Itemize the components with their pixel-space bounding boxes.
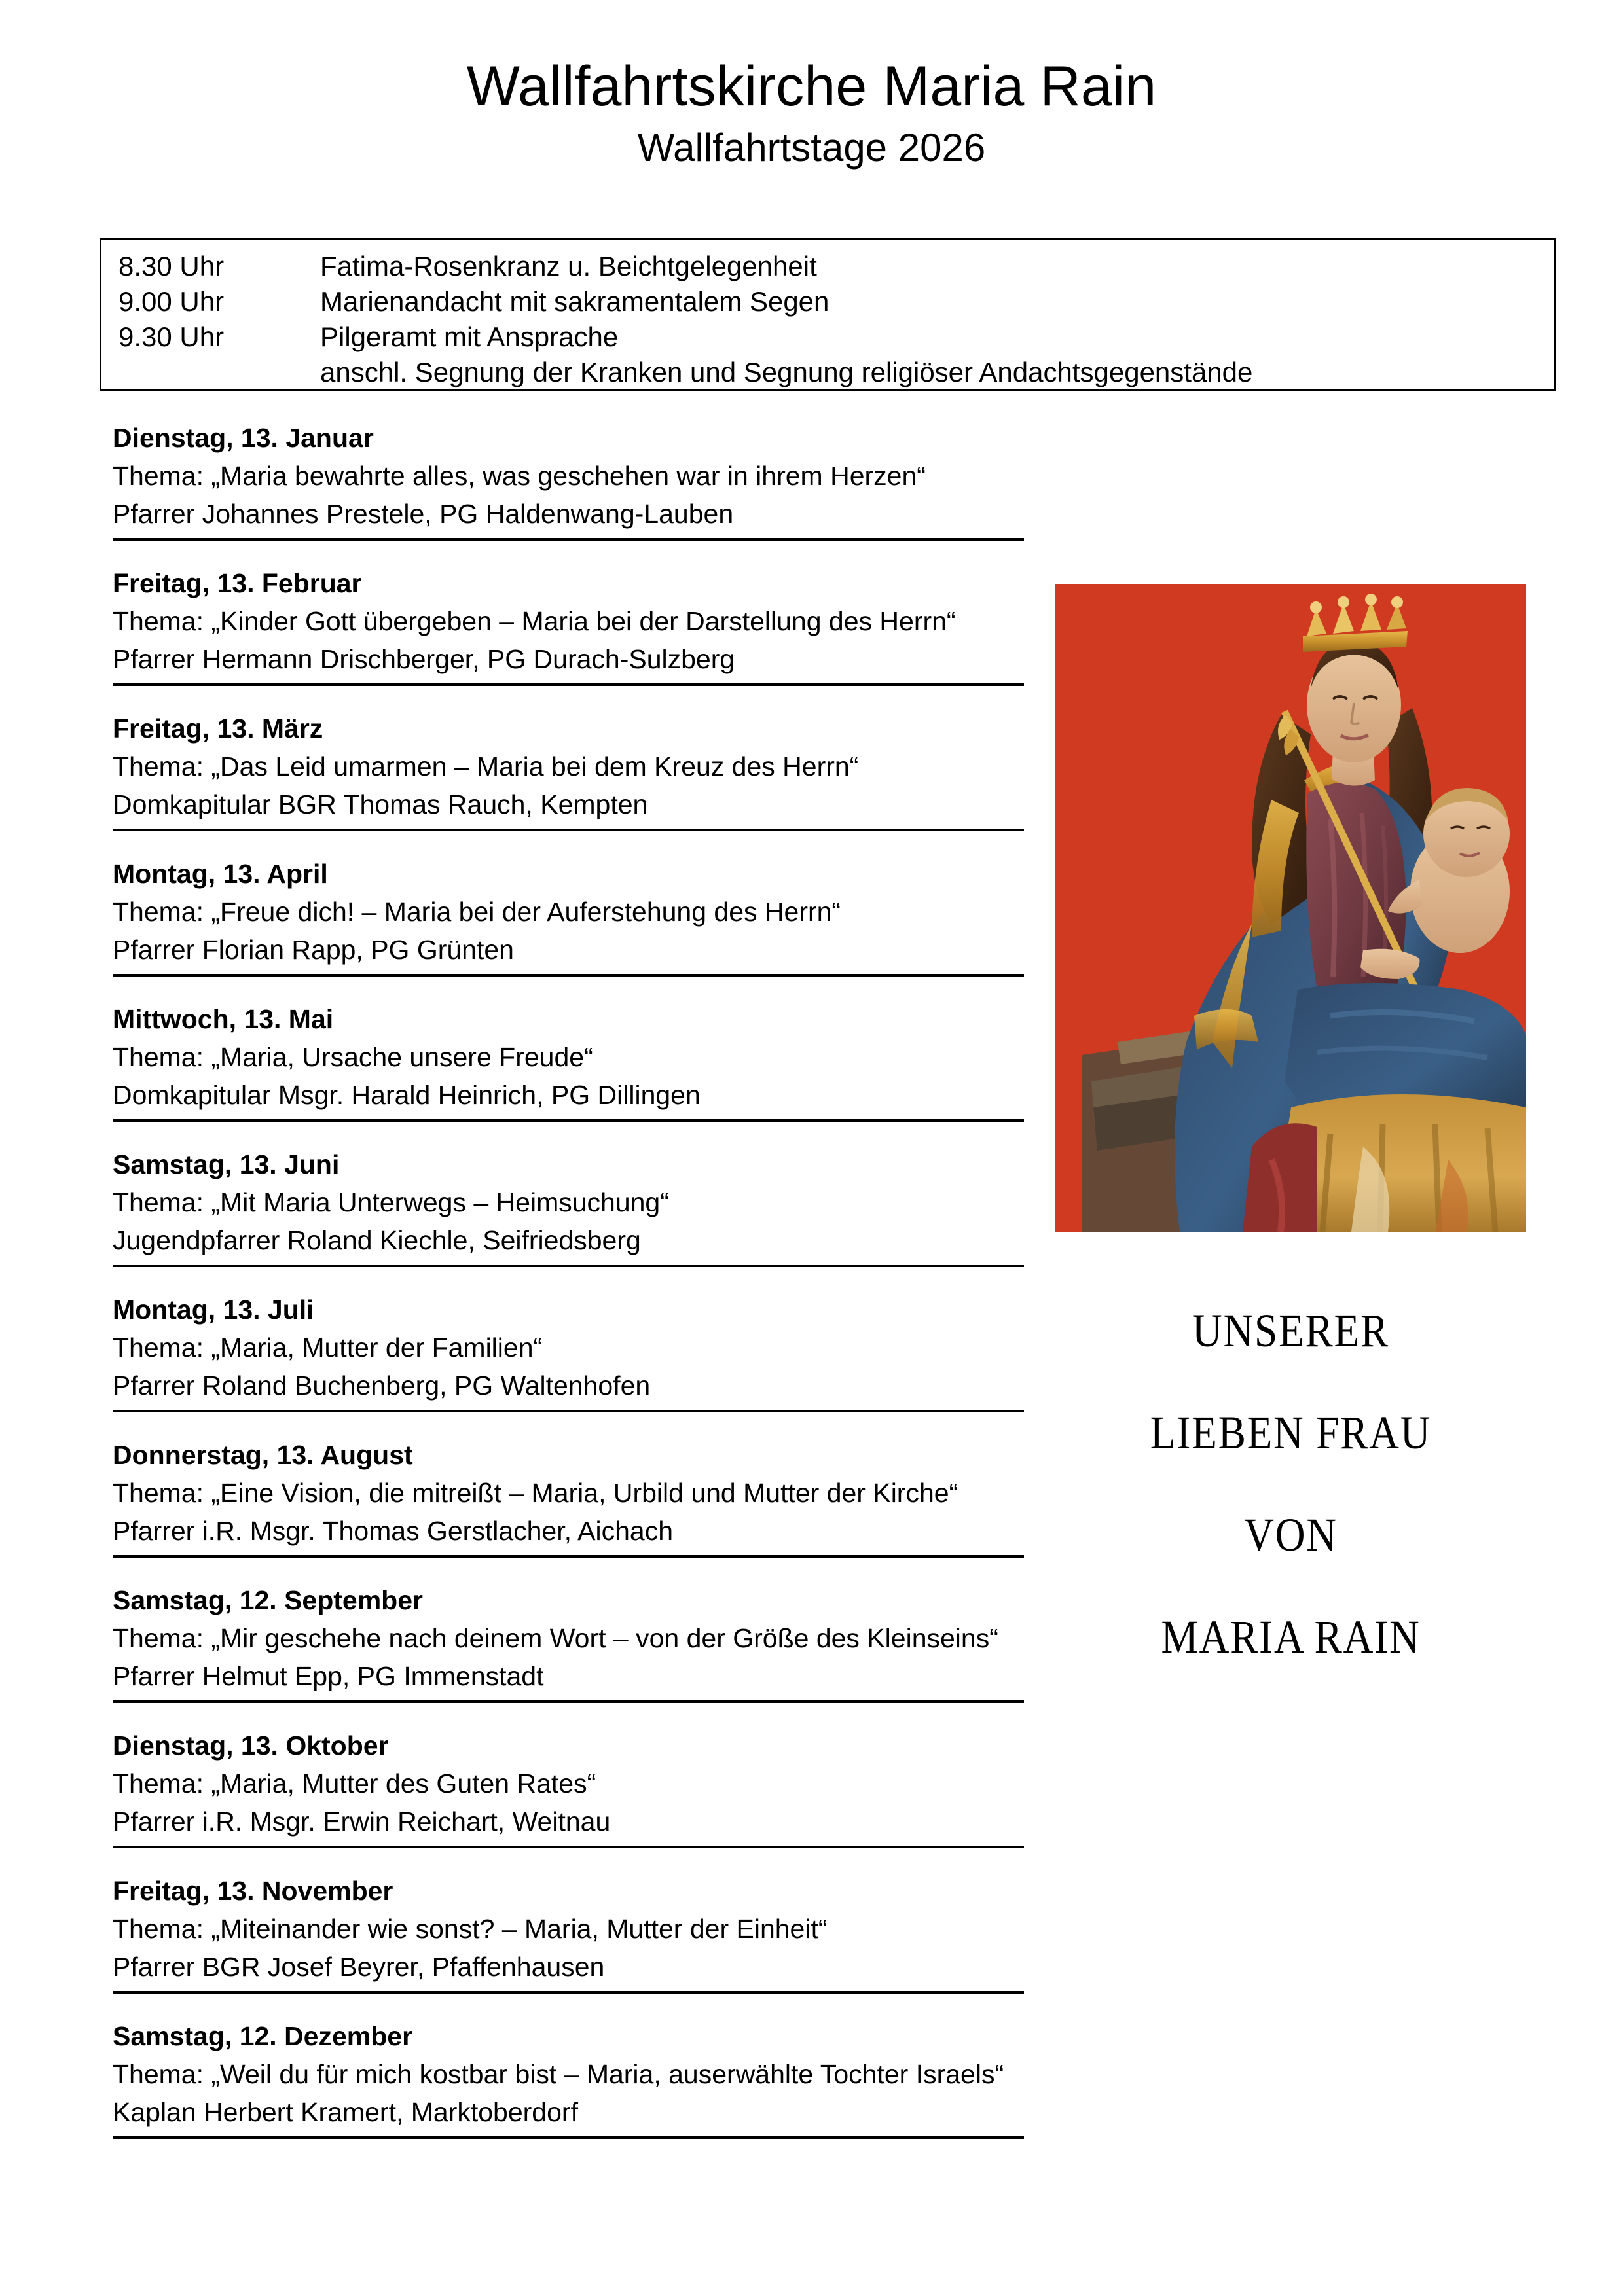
wallfahrtstage-list xyxy=(113,419,1024,2139)
schedule-row xyxy=(119,285,1539,319)
event-speaker: Pfarrer i.R. Msgr. Erwin Reichart, Weitnau xyxy=(113,1806,611,1837)
event-speaker: Kaplan Herbert Kramert, Marktoberdorf xyxy=(113,2097,578,2127)
event-theme: Thema: „Maria, Ursache unsere Freude“ xyxy=(113,1042,593,1072)
event-entry xyxy=(113,1145,1024,1267)
event-date: Montag, 13. Juli xyxy=(113,1295,314,1325)
schedule-description: anschl. Segnung der Kranken und Segnung religiöser Andachtsgegenstände xyxy=(320,357,1253,387)
event-date: Mittwoch, 13. Mai xyxy=(113,1004,334,1034)
event-date: Donnerstag, 13. August xyxy=(113,1440,413,1470)
schedule-row xyxy=(119,320,1539,354)
schedule-description: Marienandacht mit sakramentalem Segen xyxy=(320,286,830,317)
schedule-box xyxy=(100,238,1556,391)
event-speaker: Pfarrer i.R. Msgr. Thomas Gerstlacher, Aichach xyxy=(113,1516,673,1546)
event-theme: Thema: „Mir geschehe nach deinem Wort – von der Größe des Kleinseins“ xyxy=(113,1623,998,1653)
event-entry xyxy=(113,1727,1024,1848)
caption-line: MARIA RAIN xyxy=(1161,1611,1421,1663)
event-date: Freitag, 13. März xyxy=(113,713,323,744)
event-entry xyxy=(113,1000,1024,1122)
event-date: Freitag, 13. November xyxy=(113,1876,393,1906)
event-theme: Thema: „Kinder Gott übergeben – Maria bei der Darstellung des Herrn“ xyxy=(113,606,956,636)
caption-line: LIEBEN FRAU xyxy=(1150,1407,1432,1459)
event-entry xyxy=(113,1436,1024,1558)
schedule-time: 9.30 Uhr xyxy=(119,321,225,352)
event-entry xyxy=(113,1581,1024,1703)
schedule-row xyxy=(119,355,1539,389)
event-speaker: Domkapitular Msgr. Harald Heinrich, PG Dillingen xyxy=(113,1080,701,1110)
event-speaker: Pfarrer Helmut Epp, PG Immenstadt xyxy=(113,1661,544,1691)
caption-line: VON xyxy=(1244,1509,1338,1561)
event-theme: Thema: „Freue dich! – Maria bei der Auferstehung des Herrn“ xyxy=(113,897,841,927)
schedule-time: 9.00 Uhr xyxy=(119,286,225,317)
schedule-row xyxy=(119,249,1539,283)
event-date: Samstag, 12. Dezember xyxy=(113,2021,413,2051)
event-date: Freitag, 13. Februar xyxy=(113,568,362,598)
event-theme: Thema: „Mit Maria Unterwegs – Heimsuchung“ xyxy=(113,1187,669,1217)
event-theme: Thema: „Weil du für mich kostbar bist – Maria, auserwählte Tochter Israels“ xyxy=(113,2059,1004,2089)
event-theme: Thema: „Maria bewahrte alles, was geschehen war in ihrem Herzen“ xyxy=(113,461,926,491)
event-date: Montag, 13. April xyxy=(113,859,328,889)
schedule-description: Fatima-Rosenkranz u. Beichtgelegenheit xyxy=(320,251,817,281)
event-entry xyxy=(113,1872,1024,1994)
madonna-statue-illustration xyxy=(1055,584,1526,1232)
artwork-caption xyxy=(1055,1280,1526,1688)
event-speaker: Pfarrer BGR Josef Beyrer, Pfaffenhausen xyxy=(113,1952,605,1982)
event-speaker: Pfarrer Hermann Drischberger, PG Durach-Sulzberg xyxy=(113,644,735,674)
madonna-and-child-statue-image xyxy=(1055,584,1526,1232)
event-speaker: Pfarrer Roland Buchenberg, PG Waltenhofen xyxy=(113,1371,651,1401)
event-theme: Thema: „Miteinander wie sonst? – Maria, Mutter der Einheit“ xyxy=(113,1914,828,1944)
event-date: Samstag, 12. September xyxy=(113,1585,423,1615)
event-theme: Thema: „Maria, Mutter des Guten Rates“ xyxy=(113,1768,596,1799)
event-theme: Thema: „Maria, Mutter der Familien“ xyxy=(113,1333,543,1363)
event-speaker: Jugendpfarrer Roland Kiechle, Seifriedsberg xyxy=(113,1225,641,1255)
event-theme: Thema: „Das Leid umarmen – Maria bei dem Kreuz des Herrn“ xyxy=(113,751,859,781)
schedule-description: Pilgeramt mit Ansprache xyxy=(320,321,619,352)
page-header xyxy=(0,55,1623,170)
event-speaker: Pfarrer Johannes Prestele, PG Haldenwang-Lauben xyxy=(113,499,734,529)
caption-line: UNSERER xyxy=(1192,1304,1389,1357)
event-entry xyxy=(113,709,1024,831)
schedule-time: 8.30 Uhr xyxy=(119,251,225,281)
event-entry xyxy=(113,1291,1024,1412)
event-entry xyxy=(113,419,1024,541)
event-speaker: Pfarrer Florian Rapp, PG Grünten xyxy=(113,935,514,965)
page-title: Wallfahrtskirche Maria Rain xyxy=(466,55,1157,118)
event-theme: Thema: „Eine Vision, die mitreißt – Maria, Urbild und Mutter der Kirche“ xyxy=(113,1478,958,1508)
event-entry xyxy=(113,564,1024,686)
page-subtitle: Wallfahrtstage 2026 xyxy=(637,126,986,170)
event-speaker: Domkapitular BGR Thomas Rauch, Kempten xyxy=(113,789,648,819)
event-date: Dienstag, 13. Januar xyxy=(113,423,374,453)
event-entry xyxy=(113,2017,1024,2139)
event-date: Dienstag, 13. Oktober xyxy=(113,1731,389,1761)
event-date: Samstag, 13. Juni xyxy=(113,1149,340,1179)
event-entry xyxy=(113,855,1024,977)
